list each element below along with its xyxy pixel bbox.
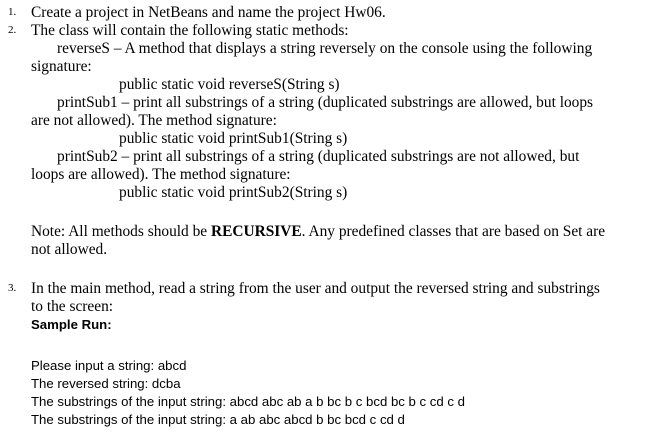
note-suffix: . Any predefined classes that are based on Set are — [301, 223, 606, 240]
item-3-text-cont: to the screen: — [31, 298, 114, 315]
sample-run-heading: Sample Run: — [31, 317, 112, 332]
list-number-3: 3. — [8, 282, 17, 294]
note-text-cont: not allowed. — [31, 241, 108, 258]
reverse-method-signature: public static void reverseS(String s) — [119, 76, 340, 93]
sub1-method-description: printSub1 – print all substrings of a string (duplicated substrings are allowed, but loops — [57, 94, 594, 111]
note-prefix: Note: All methods should be — [31, 223, 211, 240]
item-2-text: The class will contain the following static methods: — [31, 22, 349, 39]
sample-output-line: The reversed string: dcba — [31, 376, 181, 391]
sub2-method-description: printSub2 – print all substrings of a string (duplicated substrings are not allowed, but — [57, 148, 580, 165]
sub2-method-description-cont: loops are allowed). The method signature: — [31, 166, 291, 183]
note-text — [31, 223, 605, 241]
list-number-2: 2. — [8, 24, 17, 36]
sample-output-line: The substrings of the input string: a ab abc abcd b bc bcd c cd d — [31, 412, 405, 427]
reverse-method-description-cont: signature: — [31, 58, 92, 75]
sub1-method-description-cont: are not allowed). The method signature: — [31, 112, 277, 129]
item-1-text: Create a project in NetBeans and name the project Hw06. — [31, 4, 386, 21]
reverse-method-description: reverseS – A method that displays a string reversely on the console using the following — [57, 40, 593, 57]
sub1-method-signature: public static void printSub1(String s) — [119, 130, 348, 147]
sample-output-line: Please input a string: abcd — [31, 358, 187, 373]
sample-output-line: The substrings of the input string: abcd abc ab a b bc b c bcd bc b c cd c d — [31, 394, 465, 409]
note-emphasis: RECURSIVE — [210, 223, 302, 240]
item-3-text: In the main method, read a string from the user and output the reversed string and substrings — [31, 280, 600, 297]
list-number-1: 1. — [8, 6, 17, 18]
sub2-method-signature: public static void printSub2(String s) — [119, 184, 348, 201]
